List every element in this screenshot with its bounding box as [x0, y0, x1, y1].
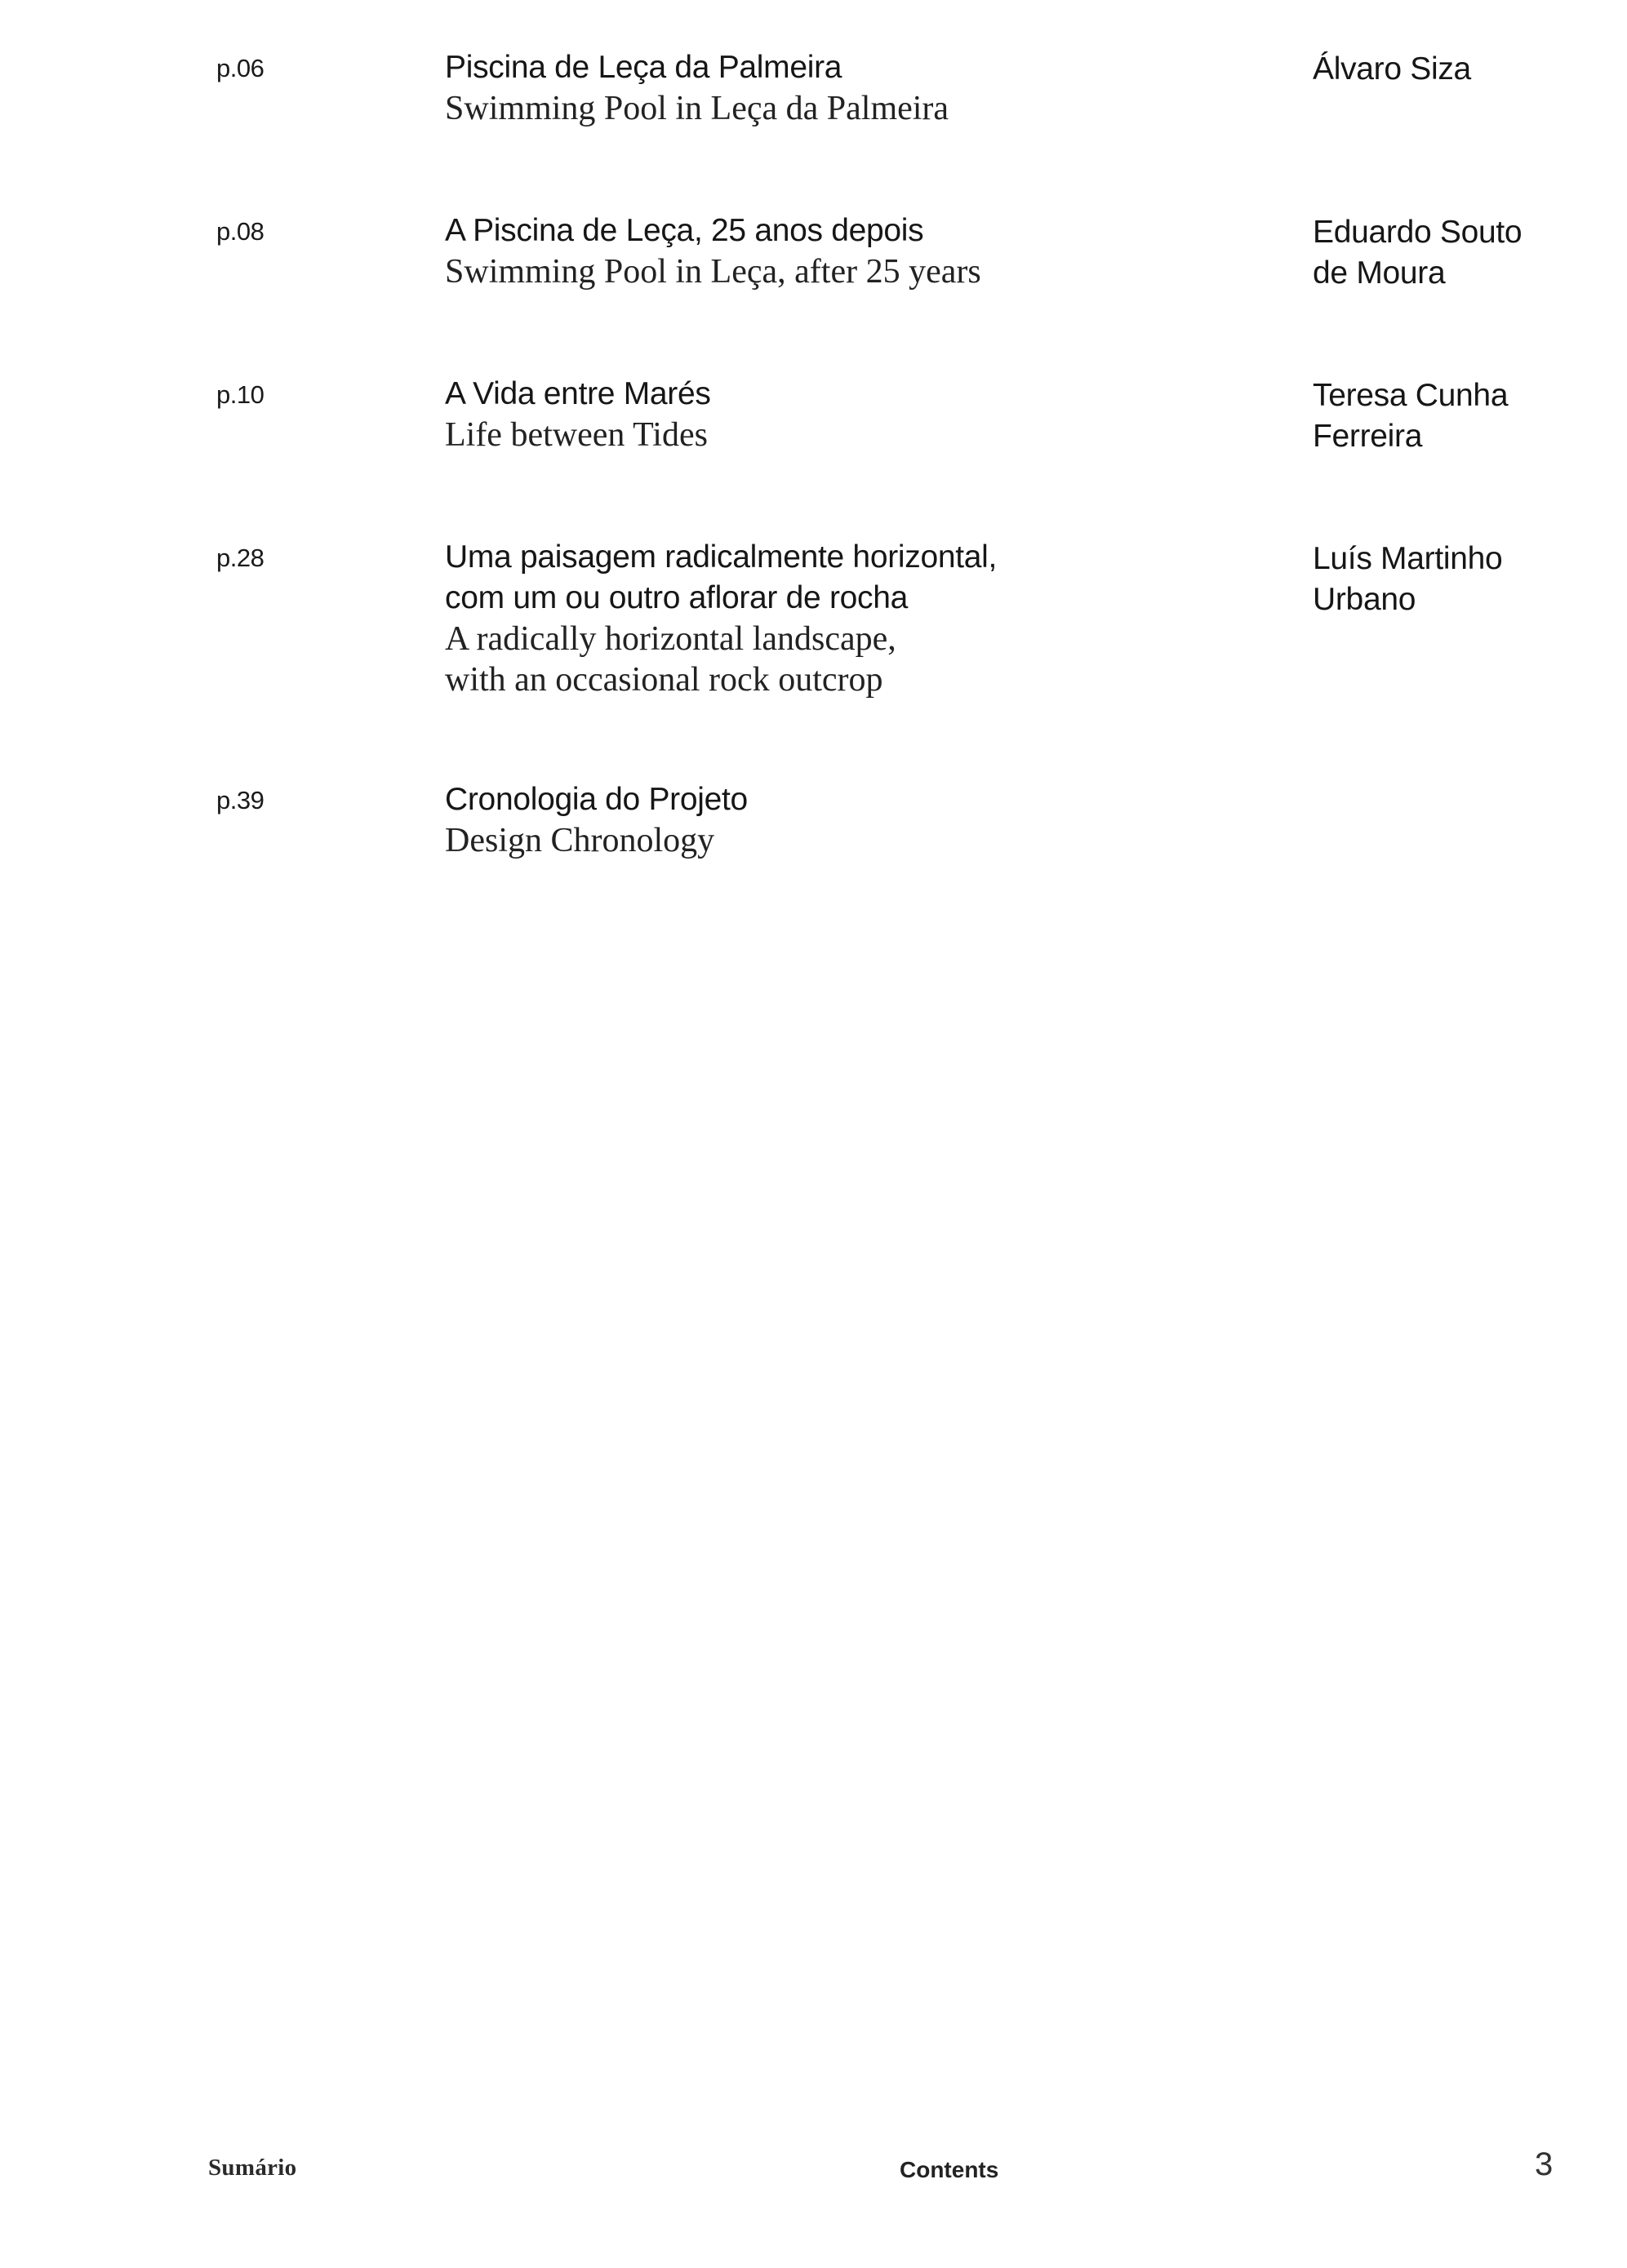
toc-title-english: Design Chronology [445, 822, 715, 859]
toc-author: Eduardo Souto de Moura [1313, 215, 1523, 291]
footer-section-label-english: Contents [900, 2157, 999, 2182]
toc-author: Luís Martinho Urbano [1313, 541, 1503, 617]
toc-title-portuguese: Cronologia do Projeto [445, 782, 748, 817]
toc-title-portuguese: A Vida entre Marés [445, 376, 711, 411]
page-number: 3 [1535, 2146, 1554, 2182]
toc-titles [445, 779, 1261, 861]
toc-title-portuguese: Uma paisagem radicalmente horizontal, com um ou outro aflorar de rocha [445, 539, 998, 615]
toc-titles [445, 211, 1261, 292]
toc-page-number: p.10 [216, 380, 264, 409]
toc-titles [445, 537, 1261, 700]
toc-title-portuguese: Piscina de Leça da Palmeira [445, 50, 842, 85]
toc-title-english: A radically horizontal landscape, with an occasional rock outcrop [445, 620, 896, 699]
toc-author: Álvaro Siza [1313, 51, 1471, 87]
toc-title-english: Swimming Pool in Leça da Palmeira [445, 90, 949, 127]
toc-title-english: Swimming Pool in Leça, after 25 years [445, 253, 981, 291]
toc-title-english: Life between Tides [445, 416, 708, 454]
toc-title-portuguese: A Piscina de Leça, 25 anos depois [445, 213, 924, 248]
toc-titles [445, 47, 1261, 129]
toc-author: Teresa Cunha Ferreira [1313, 378, 1509, 454]
toc-page-number: p.08 [216, 217, 264, 246]
toc-titles [445, 374, 1261, 455]
toc-page-number: p.06 [216, 54, 264, 82]
toc-page-number: p.39 [216, 786, 264, 814]
footer-section-label: Sumário [208, 2155, 297, 2181]
toc-page-number: p.28 [216, 544, 264, 572]
